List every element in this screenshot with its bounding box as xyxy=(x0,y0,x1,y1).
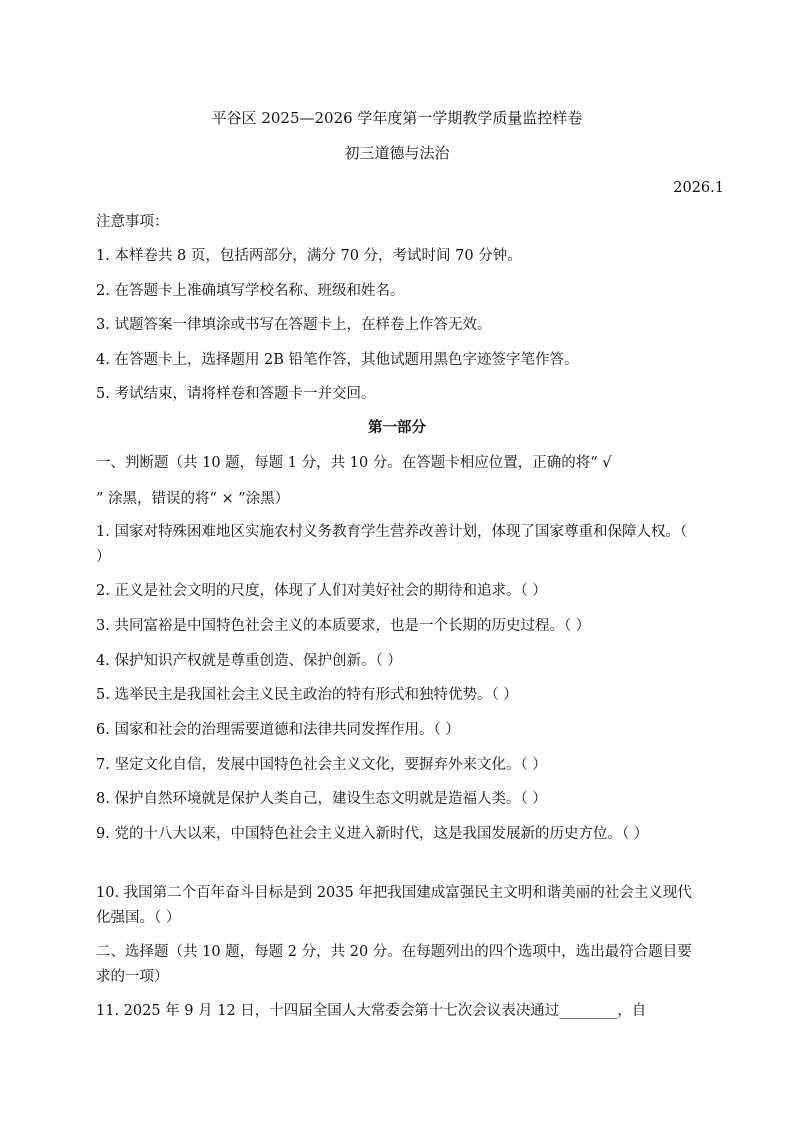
notice-heading: 注意事项： xyxy=(96,214,169,230)
question-2: 2. 正义是社会文明的尺度，体现了人们对美好社会的期待和追求。（ ） xyxy=(96,583,547,599)
notice-item: 2. 在答题卡上准确填写学校名称、班级和姓名。 xyxy=(96,283,405,299)
question-1: 1. 国家对特殊困难地区实施农村义务教育学生营养改善计划，体现了国家尊重和保障人权。（ ） xyxy=(96,524,688,565)
question-11: 11. 2025 年 9 月 12 日，十四届全国人大常委会第十七次会议表决通过________，自 xyxy=(96,1003,647,1019)
section-choice-heading: 二、选择题（共 10 题，每题 2 分，共 20 分。在每题列出的四个选项中，选出最符合题目要求的一项） xyxy=(96,944,692,985)
question-8: 8. 保护自然环境就是保护人类自己，建设生态文明就是造福人类。（ ） xyxy=(96,791,547,807)
question-7: 7. 坚定文化自信，发展中国特色社会主义文化，要摒弃外来文化。（ ） xyxy=(96,757,547,773)
question-5: 5. 选举民主是我国社会主义民主政治的特有形式和独特优势。（ ） xyxy=(96,687,518,703)
question-10: 10. 我国第二个百年奋斗目标是到 2035 年把我国建成富强民主文明和谐美丽的社会主义现代化强国。（ ） xyxy=(96,885,692,926)
question-3: 3. 共同富裕是中国特色社会主义的本质要求，也是一个长期的历史过程。（ ） xyxy=(96,618,591,634)
section-judgement-heading: 一、判断题（共 10 题，每题 1 分，共 10 分。在答题卡相应位置，正确的将“ √ xyxy=(96,455,612,471)
notice-item: 5. 考试结束，请将样卷和答题卡一并交回。 xyxy=(96,386,376,402)
notice-item: 3. 试题答案一律填涂或书写在答题卡上，在样卷上作答无效。 xyxy=(96,317,492,333)
notice-item: 4. 在答题卡上，选择题用 2B 铅笔作答，其他试题用黑色字迹签字笔作答。 xyxy=(96,352,579,368)
question-9: 9. 党的十八大以来，中国特色社会主义进入新时代，这是我国发展新的历史方位。（ ） xyxy=(96,826,649,842)
question-6: 6. 国家和社会的治理需要道德和法律共同发挥作用。（ ） xyxy=(96,722,460,738)
question-4: 4. 保护知识产权就是尊重创造、保护创新。（ ） xyxy=(96,653,402,669)
exam-subtitle: 初三道德与法治 xyxy=(344,144,450,162)
part-heading: 第一部分 xyxy=(368,419,426,436)
notice-item: 1. 本样卷共 8 页，包括两部分，满分 70 分，考试时间 70 分钟。 xyxy=(96,248,522,264)
section-judgement-heading-cont: ” 涂黑，错误的将“ × ”涂黑） xyxy=(96,491,290,507)
exam-title: 平谷区 2025—2026 学年度第一学期教学质量监控样卷 xyxy=(211,109,583,127)
exam-date: 2026.1 xyxy=(673,180,724,196)
